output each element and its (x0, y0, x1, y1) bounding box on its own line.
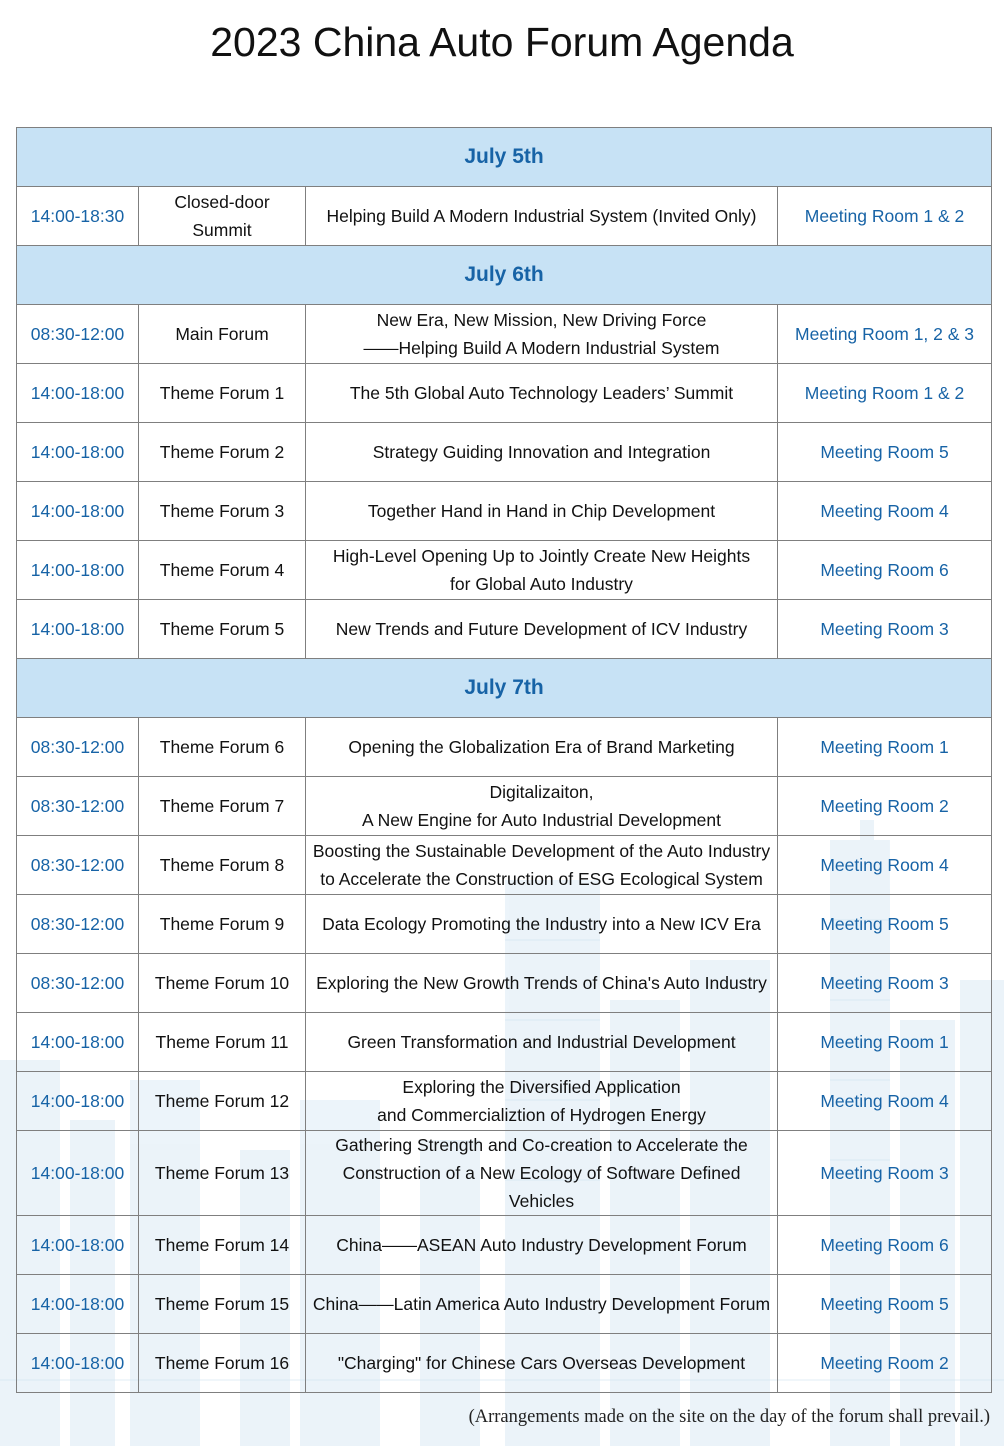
session-time (17, 187, 139, 246)
session-room-line: Meeting Room 6 (820, 1235, 949, 1255)
session-topic-line: Strategy Guiding Innovation and Integration (372, 442, 711, 462)
session-topic-line: Exploring the Diversified Application (402, 1077, 681, 1097)
session-room-line: Meeting Room 3 (820, 619, 949, 639)
session-forum-line: Theme Forum 11 (155, 1032, 289, 1052)
session-room (778, 364, 992, 423)
session-topic (306, 541, 778, 600)
session-topic (306, 482, 778, 541)
session-topic-line: Construction of a New Ecology of Software Defined Vehicles (342, 1163, 741, 1211)
session-time-line: 14:00-18:00 (30, 1163, 125, 1183)
session-forum (139, 423, 306, 482)
session-forum (139, 1131, 306, 1216)
session-room-line: Meeting Room 1 (820, 737, 949, 757)
session-room (778, 1131, 992, 1216)
session-room (778, 1334, 992, 1393)
session-topic-line: Data Ecology Promoting the Industry into a New ICV Era (322, 914, 761, 934)
session-room-line: Meeting Room 2 (820, 1353, 949, 1373)
session-topic-line: New Trends and Future Development of ICV Industry (335, 619, 748, 639)
session-forum (139, 777, 306, 836)
session-forum-line: Theme Forum 5 (159, 619, 285, 639)
session-forum (139, 1013, 306, 1072)
session-time (17, 305, 139, 364)
session-room (778, 1275, 992, 1334)
session-row (17, 1013, 992, 1072)
session-forum (139, 541, 306, 600)
session-time-line: 14:00-18:00 (30, 501, 125, 521)
session-time (17, 1072, 139, 1131)
session-room-line: Meeting Room 4 (820, 1091, 949, 1111)
session-topic (306, 187, 778, 246)
session-room-line: Meeting Room 3 (820, 1163, 949, 1183)
session-room (778, 718, 992, 777)
session-time-line: 14:00-18:00 (30, 1353, 125, 1373)
session-time (17, 364, 139, 423)
session-topic-line: for Global Auto Industry (450, 574, 633, 594)
session-forum-line: Summit (192, 220, 252, 240)
session-time-line: 08:30-12:00 (30, 914, 125, 934)
session-row (17, 1072, 992, 1131)
session-forum (139, 482, 306, 541)
session-time (17, 541, 139, 600)
session-time-line: 08:30-12:00 (30, 973, 125, 993)
session-forum-line: Theme Forum 16 (154, 1353, 290, 1373)
session-room (778, 305, 992, 364)
day-header-row (17, 246, 992, 305)
session-room-line: Meeting Room 4 (820, 501, 949, 521)
session-topic (306, 1334, 778, 1393)
session-room (778, 541, 992, 600)
session-forum (139, 305, 306, 364)
session-forum (139, 364, 306, 423)
session-row (17, 187, 992, 246)
session-topic (306, 600, 778, 659)
session-topic-line: The 5th Global Auto Technology Leaders’ Summit (349, 383, 734, 403)
session-time-line: 14:00-18:00 (30, 619, 125, 639)
session-room-line: Meeting Room 4 (820, 855, 949, 875)
session-forum-line: Theme Forum 7 (159, 796, 285, 816)
session-time (17, 895, 139, 954)
session-room-line: Meeting Room 6 (820, 560, 949, 580)
session-room-line: Meeting Room 3 (820, 973, 949, 993)
session-time-line: 14:00-18:00 (30, 442, 125, 462)
session-time (17, 1013, 139, 1072)
agenda-body (17, 128, 992, 1393)
session-row (17, 600, 992, 659)
session-room-line: Meeting Room 1 (820, 1032, 949, 1052)
session-room (778, 777, 992, 836)
session-forum-line: Theme Forum 3 (159, 501, 285, 521)
session-room (778, 423, 992, 482)
session-room-line: Meeting Room 1, 2 & 3 (795, 324, 975, 344)
session-topic (306, 718, 778, 777)
session-topic (306, 895, 778, 954)
session-room (778, 187, 992, 246)
session-room (778, 482, 992, 541)
session-topic (306, 1131, 778, 1216)
session-time-line: 14:00-18:00 (30, 383, 125, 403)
session-forum (139, 836, 306, 895)
session-time-line: 14:00-18:00 (30, 560, 125, 580)
session-time-line: 08:30-12:00 (30, 855, 125, 875)
session-room-line: Meeting Room 5 (820, 1294, 949, 1314)
session-forum-line: Theme Forum 9 (159, 914, 285, 934)
session-forum (139, 954, 306, 1013)
session-forum (139, 718, 306, 777)
session-topic-line: High-Level Opening Up to Jointly Create New Heights (332, 546, 751, 566)
session-room (778, 895, 992, 954)
session-topic-line: and Commercializtion of Hydrogen Energy (377, 1105, 706, 1125)
session-topic-line: Boosting the Sustainable Development of the Auto Industry (312, 841, 771, 861)
session-room-line: Meeting Room 1 & 2 (804, 206, 965, 226)
session-forum-line: Theme Forum 2 (159, 442, 285, 462)
session-row (17, 1334, 992, 1393)
session-time (17, 600, 139, 659)
day-header-row (17, 659, 992, 718)
day-header: July 5th (17, 128, 992, 187)
session-row (17, 1275, 992, 1334)
session-forum-line: Theme Forum 4 (159, 560, 285, 580)
session-topic (306, 1013, 778, 1072)
session-topic (306, 364, 778, 423)
session-row (17, 482, 992, 541)
session-forum (139, 1216, 306, 1275)
session-row (17, 777, 992, 836)
session-topic-line: "Charging" for Chinese Cars Overseas Development (337, 1353, 746, 1373)
session-room (778, 836, 992, 895)
session-forum (139, 1275, 306, 1334)
session-row (17, 954, 992, 1013)
session-room (778, 600, 992, 659)
session-time-line: 08:30-12:00 (30, 737, 125, 757)
session-forum-line: Theme Forum 13 (154, 1163, 290, 1183)
session-forum (139, 1072, 306, 1131)
session-time-line: 08:30-12:00 (30, 796, 125, 816)
session-topic (306, 954, 778, 1013)
session-room-line: Meeting Room 5 (820, 914, 949, 934)
session-time (17, 1131, 139, 1216)
session-row (17, 1131, 992, 1216)
session-time (17, 777, 139, 836)
session-topic (306, 305, 778, 364)
day-header-row (17, 128, 992, 187)
session-time (17, 1334, 139, 1393)
session-time (17, 1216, 139, 1275)
session-topic-line: Green Transformation and Industrial Development (347, 1032, 736, 1052)
session-row (17, 364, 992, 423)
session-row (17, 423, 992, 482)
session-topic-line: to Accelerate the Construction of ESG Ecological System (320, 869, 763, 889)
session-row (17, 895, 992, 954)
session-room-line: Meeting Room 1 & 2 (804, 383, 965, 403)
session-room-line: Meeting Room 5 (820, 442, 949, 462)
session-room (778, 1072, 992, 1131)
session-topic (306, 1216, 778, 1275)
session-topic-line: New Era, New Mission, New Driving Force (376, 310, 707, 330)
session-topic (306, 1275, 778, 1334)
day-header: July 7th (17, 659, 992, 718)
session-forum-line: Theme Forum 10 (154, 973, 290, 993)
session-row (17, 718, 992, 777)
session-row (17, 541, 992, 600)
session-time (17, 836, 139, 895)
session-topic (306, 423, 778, 482)
session-room (778, 1216, 992, 1275)
session-forum-line: Theme Forum 6 (159, 737, 285, 757)
session-time (17, 423, 139, 482)
session-forum-line: Closed-door (174, 192, 270, 212)
session-topic-line: China——Latin America Auto Industry Development Forum (312, 1294, 771, 1314)
session-topic-line: A New Engine for Auto Industrial Development (362, 810, 721, 830)
session-time-line: 14:00-18:00 (30, 1294, 125, 1314)
session-topic (306, 836, 778, 895)
session-forum-line: Theme Forum 14 (154, 1235, 290, 1255)
session-time-line: 14:00-18:30 (30, 206, 125, 226)
agenda-table (16, 127, 992, 1393)
session-topic-line: Digitalizaiton, (489, 782, 594, 802)
session-topic-line: ——Helping Build A Modern Industrial System (363, 338, 720, 358)
session-room (778, 1013, 992, 1072)
session-forum-line: Main Forum (175, 324, 269, 344)
day-header: July 6th (17, 246, 992, 305)
session-time (17, 482, 139, 541)
session-topic-line: Opening the Globalization Era of Brand Marketing (348, 737, 735, 757)
session-forum-line: Theme Forum 12 (154, 1091, 290, 1111)
session-room-line: Meeting Room 2 (820, 796, 949, 816)
session-time (17, 1275, 139, 1334)
session-topic-line: Gathering Strength and Co-creation to Accelerate the (335, 1135, 748, 1155)
session-row (17, 836, 992, 895)
session-time-line: 14:00-18:00 (30, 1032, 125, 1052)
session-topic-line: Exploring the New Growth Trends of China's Auto Industry (316, 973, 767, 993)
session-forum-line: Theme Forum 15 (154, 1294, 290, 1314)
footnote: (Arrangements made on the site on the day of the forum shall prevail.) (468, 1407, 990, 1427)
session-time-line: 08:30-12:00 (30, 324, 125, 344)
session-forum (139, 187, 306, 246)
session-forum (139, 895, 306, 954)
session-row (17, 305, 992, 364)
session-forum-line: Theme Forum 1 (159, 383, 285, 403)
session-topic-line: Helping Build A Modern Industrial System (Invited Only) (326, 206, 757, 226)
session-time-line: 14:00-18:00 (30, 1091, 125, 1111)
session-room (778, 954, 992, 1013)
session-time (17, 718, 139, 777)
session-forum (139, 600, 306, 659)
session-time-line: 14:00-18:00 (30, 1235, 125, 1255)
session-topic (306, 777, 778, 836)
page-title: 2023 China Auto Forum Agenda (210, 19, 794, 65)
session-forum-line: Theme Forum 8 (159, 855, 285, 875)
session-row (17, 1216, 992, 1275)
session-forum (139, 1334, 306, 1393)
session-topic-line: China——ASEAN Auto Industry Development Forum (336, 1235, 747, 1255)
session-topic-line: Together Hand in Hand in Chip Development (367, 501, 716, 521)
session-topic (306, 1072, 778, 1131)
session-time (17, 954, 139, 1013)
